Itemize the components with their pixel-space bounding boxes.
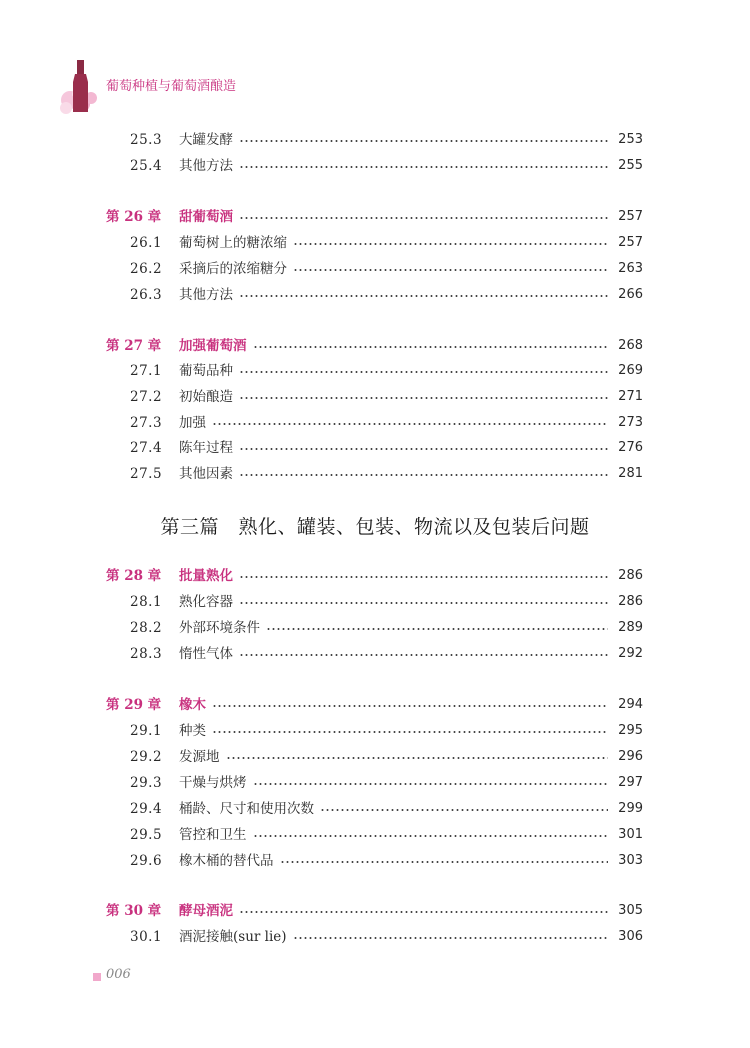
toc-page-number: 271	[618, 389, 643, 404]
toc-chapter-row	[0, 335, 750, 357]
dot-leader	[280, 861, 608, 863]
toc-section-row	[0, 155, 750, 177]
toc-section-row	[0, 591, 750, 613]
dot-leader	[266, 628, 608, 630]
toc-label: 桶龄、尺寸和使用次数	[179, 801, 314, 817]
dot-leader	[239, 576, 608, 578]
toc-page-number: 253	[618, 132, 643, 147]
toc-page-number: 299	[618, 801, 643, 816]
toc-section-row	[0, 798, 750, 820]
toc-number: 29.6	[130, 853, 163, 869]
toc-page-number: 286	[618, 594, 643, 609]
book-title: 葡萄种植与葡萄酒酿造	[106, 79, 237, 94]
dot-leader	[293, 269, 608, 271]
toc-label: 熟化容器	[179, 594, 233, 610]
dot-leader	[239, 217, 608, 219]
toc-section-row	[0, 129, 750, 151]
dot-leader	[212, 705, 608, 707]
toc-chapter-row	[0, 206, 750, 228]
toc-number: 27.2	[130, 389, 163, 405]
toc-section-row	[0, 437, 750, 459]
toc-number: 30.1	[130, 929, 163, 945]
toc-page-number: 268	[618, 338, 643, 353]
toc-label: 大罐发酵	[179, 132, 233, 148]
toc-number: 27.4	[130, 440, 163, 456]
toc-number: 第 28 章	[106, 568, 162, 584]
page-number: 006	[106, 967, 131, 982]
footer-square-icon	[93, 973, 101, 981]
toc-section-row	[0, 824, 750, 846]
running-header	[0, 0, 750, 120]
toc-section-row	[0, 463, 750, 485]
toc-number: 第 26 章	[106, 209, 162, 225]
toc-page-number: 257	[618, 209, 643, 224]
toc-number: 27.3	[130, 415, 163, 431]
toc-page-number: 257	[618, 235, 643, 250]
toc-page-number: 297	[618, 775, 643, 790]
toc-page-number: 292	[618, 646, 643, 661]
toc-chapter-row	[0, 900, 750, 922]
toc-section-row	[0, 772, 750, 794]
toc-section-row	[0, 284, 750, 306]
toc-section-row	[0, 360, 750, 382]
toc-page-number: 255	[618, 158, 643, 173]
toc-label: 其他方法	[179, 287, 233, 303]
toc-label: 外部环境条件	[179, 620, 260, 636]
toc-page-number: 286	[618, 568, 643, 583]
toc-page-number: 303	[618, 853, 643, 868]
toc-label: 葡萄品种	[179, 363, 233, 379]
toc-label: 干燥与烘烤	[179, 775, 247, 791]
toc-label: 其他方法	[179, 158, 233, 174]
toc-number: 25.3	[130, 132, 163, 148]
toc-page-number: 301	[618, 827, 643, 842]
toc-page-number: 289	[618, 620, 643, 635]
dot-leader	[212, 423, 608, 425]
toc-number: 28.2	[130, 620, 163, 636]
dot-leader	[239, 140, 608, 142]
toc-label: 管控和卫生	[179, 827, 247, 843]
toc-page-number: 306	[618, 929, 643, 944]
toc-page-number: 263	[618, 261, 643, 276]
toc-label: 酒泥接触(sur lie)	[179, 929, 287, 945]
toc-number: 第 30 章	[106, 903, 162, 919]
toc-label: 橡木桶的替代品	[179, 853, 274, 869]
toc-number: 29.2	[130, 749, 163, 765]
dot-leader	[239, 371, 608, 373]
toc-label: 加强	[179, 415, 206, 431]
toc-number: 29.4	[130, 801, 163, 817]
toc-section-row	[0, 617, 750, 639]
toc-page-number: 294	[618, 697, 643, 712]
toc-number: 29.5	[130, 827, 163, 843]
toc-label: 葡萄树上的糖浓缩	[179, 235, 287, 251]
toc-section-row	[0, 258, 750, 280]
toc-chapter-row	[0, 694, 750, 716]
toc-number: 27.1	[130, 363, 163, 379]
toc-label: 甜葡萄酒	[179, 209, 233, 225]
dot-leader	[239, 474, 608, 476]
toc-page-number: 305	[618, 903, 643, 918]
toc-number: 25.4	[130, 158, 163, 174]
toc-section-row	[0, 926, 750, 948]
dot-leader	[239, 911, 608, 913]
toc-label: 陈年过程	[179, 440, 233, 456]
part-title: 第三篇 熟化、罐装、包装、物流以及包装后问题	[160, 516, 590, 538]
toc-number: 26.3	[130, 287, 163, 303]
toc-label: 惰性气体	[179, 646, 233, 662]
dot-leader	[239, 448, 608, 450]
toc-number: 28.3	[130, 646, 163, 662]
toc-chapter-row	[0, 565, 750, 587]
dot-leader	[226, 757, 608, 759]
toc-label: 酵母酒泥	[179, 903, 233, 919]
dot-leader	[320, 809, 608, 811]
dot-leader	[253, 783, 608, 785]
toc-label: 加强葡萄酒	[179, 338, 247, 354]
toc-number: 26.2	[130, 261, 163, 277]
toc-number: 第 27 章	[106, 338, 162, 354]
dot-leader	[239, 397, 608, 399]
toc-label: 橡木	[179, 697, 206, 713]
toc-label: 种类	[179, 723, 206, 739]
toc-label: 其他因素	[179, 466, 233, 482]
toc-section-row	[0, 720, 750, 742]
dot-leader	[293, 937, 608, 939]
dot-leader	[239, 602, 608, 604]
toc-number: 29.3	[130, 775, 163, 791]
toc-page-number: 296	[618, 749, 643, 764]
toc-page-number: 266	[618, 287, 643, 302]
dot-leader	[293, 243, 608, 245]
toc-page-number: 281	[618, 466, 643, 481]
toc-section-row	[0, 412, 750, 434]
toc-section-row	[0, 850, 750, 872]
toc-page-number: 276	[618, 440, 643, 455]
toc-number: 28.1	[130, 594, 163, 610]
dot-leader	[253, 835, 608, 837]
toc-number: 第 29 章	[106, 697, 162, 713]
toc-label: 批量熟化	[179, 568, 233, 584]
dot-leader	[212, 731, 608, 733]
toc-number: 26.1	[130, 235, 163, 251]
toc-label: 发源地	[179, 749, 220, 765]
toc-page-number: 295	[618, 723, 643, 738]
toc-label: 初始酿造	[179, 389, 233, 405]
toc-page-number: 273	[618, 415, 643, 430]
toc-section-row	[0, 386, 750, 408]
toc-page-number: 269	[618, 363, 643, 378]
toc-number: 29.1	[130, 723, 163, 739]
toc-label: 采摘后的浓缩糖分	[179, 261, 287, 277]
toc-number: 27.5	[130, 466, 163, 482]
dot-leader	[239, 654, 608, 656]
toc-section-row	[0, 232, 750, 254]
dot-leader	[239, 166, 608, 168]
dot-leader	[253, 346, 608, 348]
toc-section-row	[0, 643, 750, 665]
toc-section-row	[0, 746, 750, 768]
dot-leader	[239, 295, 608, 297]
